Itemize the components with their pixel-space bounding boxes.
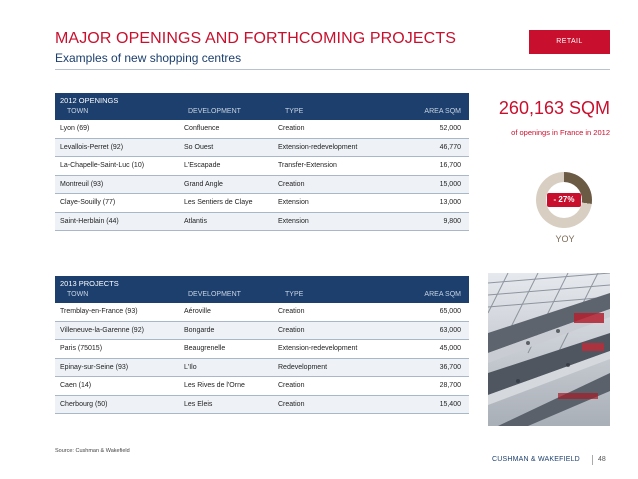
cell-area: 13,000	[439, 199, 461, 206]
table-row	[55, 120, 469, 139]
cell-type: Transfer-Extension	[278, 162, 337, 169]
cell-area: 16,700	[439, 162, 461, 169]
cell-type: Extension	[278, 199, 309, 206]
footer-company: CUSHMAN & WAKEFIELD	[492, 456, 580, 463]
title-divider	[55, 69, 610, 70]
cell-town: Claye-Souilly (77)	[60, 199, 116, 206]
cell-type: Creation	[278, 308, 305, 315]
cell-town: Cherbourg (50)	[60, 400, 108, 408]
cell-area: 9,800	[443, 217, 461, 225]
cell-town: Epinay-sur-Seine (93)	[60, 363, 129, 371]
column-header-development: DEVELOPMENT	[188, 108, 241, 115]
cell-development: Les Eleis	[184, 400, 213, 408]
column-header-type: TYPE	[285, 291, 304, 298]
cell-town: Caen (14)	[60, 382, 92, 389]
cell-town: Levallois-Perret (92)	[60, 143, 124, 151]
page-subtitle: Examples of new shopping centres	[55, 51, 242, 65]
escalator-illustration	[488, 273, 610, 426]
cell-development: Aéroville	[184, 308, 211, 315]
cell-area: 15,400	[439, 400, 461, 408]
cell-type: Extension-redevelopment	[278, 143, 358, 151]
table-caption: 2012 OPENINGS	[60, 96, 119, 105]
cell-development: Confluence	[184, 125, 220, 132]
cell-town: Lyon (69)	[60, 125, 90, 132]
cell-area: 36,700	[439, 363, 461, 371]
shopping-centre-photo	[488, 273, 610, 426]
column-header-area: AREA SQM	[424, 108, 461, 115]
table-row	[55, 194, 469, 213]
cell-type: Creation	[278, 326, 305, 334]
cell-development: L'Escapade	[184, 162, 221, 169]
column-header-type: TYPE	[285, 108, 304, 115]
cell-town: Villeneuve-la-Garenne (92)	[60, 326, 144, 334]
cell-development: L'Ilo	[184, 363, 197, 371]
cell-development: Les Sentiers de Claye	[184, 199, 253, 206]
cell-area: 52,000	[439, 125, 461, 132]
table-row	[55, 213, 469, 232]
kpi-value: 260,163 SQM	[498, 98, 610, 118]
cell-town: La-Chapelle-Saint-Luc (10)	[60, 162, 145, 169]
cell-type: Extension	[278, 217, 309, 225]
page-number: 48	[598, 456, 606, 463]
page-title: MAJOR OPENINGS AND FORTHCOMING PROJECTS	[55, 30, 456, 47]
openings-2012-table	[55, 93, 469, 231]
cell-type: Creation	[278, 382, 305, 389]
cell-type: Redevelopment	[278, 363, 328, 371]
projects-2013-table	[55, 276, 469, 414]
cell-area: 46,770	[439, 143, 461, 151]
table-row	[55, 359, 469, 378]
cell-type: Extension-redevelopment	[278, 345, 358, 352]
section-tag: RETAIL	[529, 30, 610, 54]
cell-town: Paris (75015)	[60, 345, 103, 352]
cell-development: So Ouest	[184, 143, 214, 151]
table-caption: 2013 PROJECTS	[60, 279, 119, 288]
yoy-label: YOY	[555, 234, 575, 244]
source-note: Source: Cushman & Wakefield	[55, 448, 130, 454]
table-header	[55, 276, 469, 303]
cell-type: Creation	[278, 400, 305, 408]
table-row	[55, 340, 469, 359]
column-header-town: TOWN	[67, 108, 89, 115]
table-row	[55, 322, 469, 341]
table-header	[55, 93, 469, 120]
cell-town: Saint-Herblain (44)	[60, 217, 119, 225]
table-row	[55, 157, 469, 176]
table-row	[55, 139, 469, 158]
cell-development: Bongarde	[184, 326, 215, 334]
cell-type: Creation	[278, 125, 305, 132]
table-row	[55, 377, 469, 396]
table-row	[55, 176, 469, 195]
cell-development: Grand Angle	[184, 180, 223, 188]
cell-area: 15,000	[439, 180, 461, 188]
kpi-note: of openings in France in 2012	[511, 128, 610, 137]
cell-type: Creation	[278, 180, 305, 188]
cell-area: 45,000	[439, 345, 461, 352]
table-row	[55, 396, 469, 415]
cell-development: Beaugrenelle	[184, 345, 226, 352]
column-header-town: TOWN	[67, 291, 89, 298]
cell-development: Les Rives de l'Orne	[184, 382, 245, 389]
table-row	[55, 303, 469, 322]
cell-area: 28,700	[439, 382, 461, 389]
cell-town: Tremblay-en-France (93)	[60, 308, 138, 315]
column-header-development: DEVELOPMENT	[188, 291, 241, 298]
cell-area: 63,000	[439, 326, 461, 334]
cell-area: 65,000	[439, 308, 461, 315]
column-header-area: AREA SQM	[424, 291, 461, 298]
yoy-change-badge: - 27%	[547, 193, 581, 207]
cell-town: Montreuil (93)	[60, 180, 104, 188]
footer-divider	[592, 455, 593, 465]
cell-development: Atlantis	[184, 217, 207, 225]
